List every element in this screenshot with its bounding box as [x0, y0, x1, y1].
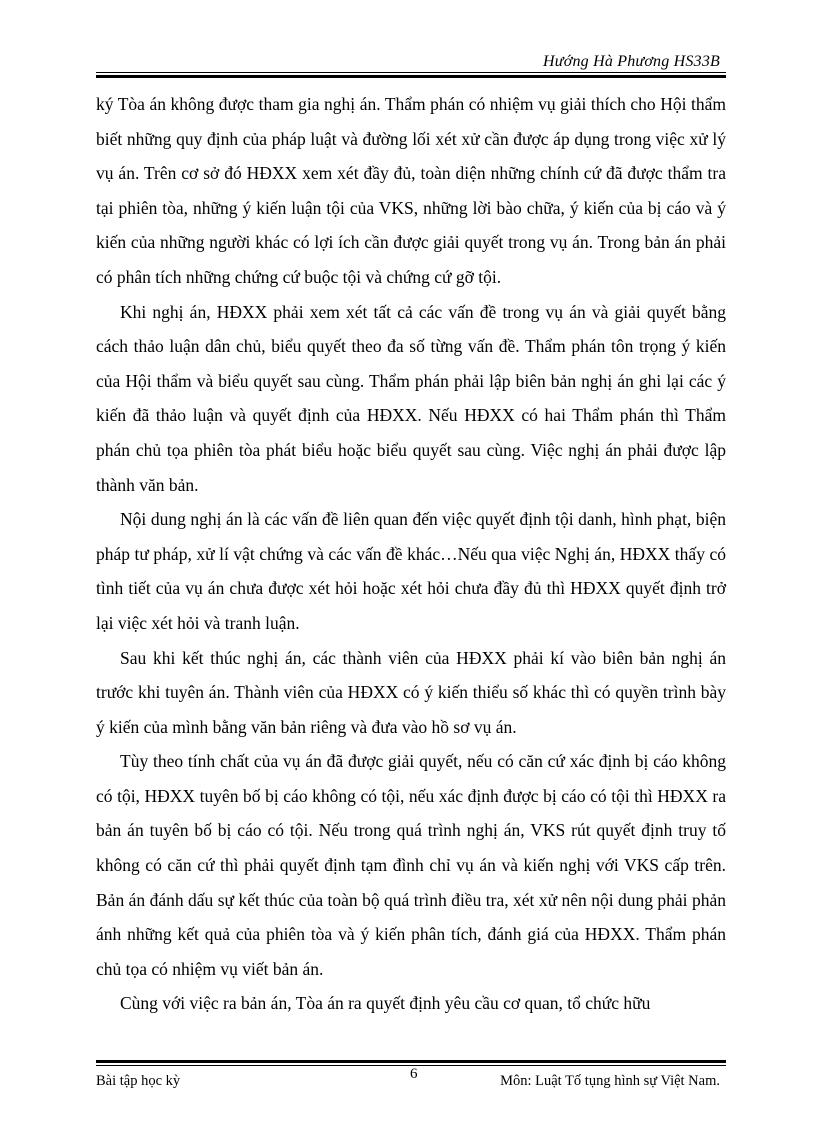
paragraph-1: ký Tòa án không được tham gia nghị án. Thẩm phán có nhiệm vụ giải thích cho Hội thẩm biết những quy định của pháp luật và đường lối xét xử cần được áp dụng trong việc xử lý vụ án. Trên cơ sở đó HĐXX xem xét đầy đủ, toàn diện những chính cứ đã được thẩm tra tại phiên tòa, những ý kiến luận tội của VKS, những lời bào chữa, ý kiến của bị cáo và ý kiến của những người khác có lợi ích cần được giải quyết trong vụ án. Trong bản án phải có phân tích những chứng cứ buộc tội và chứng cứ gỡ tội. [96, 94, 726, 287]
document-body [96, 87, 726, 1021]
footer-subject: Môn: Luật Tố tụng hình sự Việt Nam. [500, 1073, 720, 1089]
page-number: 6 [410, 1066, 418, 1082]
header-rule-thin [96, 72, 726, 73]
paragraph-5: Tùy theo tính chất của vụ án đã được giải quyết, nếu có căn cứ xác định bị cáo không có tội, HĐXX tuyên bố bị cáo không có tội, nếu xác định được bị cáo có tội thì HĐXX ra bản án tuyên bố bị cáo có tội. Nếu trong quá trình nghị án, VKS rút quyết định truy tố không có căn cứ thì phải quyết định tạm đình chỉ vụ án và kiến nghị với VKS cấp trên. Bản án đánh dấu sự kết thúc của toàn bộ quá trình điều tra, xét xử nên nội dung phải phản ánh những kết quả của phiên tòa và ý kiến phân tích, đánh giá của HĐXX. Thẩm phán chủ tọa có nhiệm vụ viết bản án. [96, 751, 726, 979]
paragraph-2: Khi nghị án, HĐXX phải xem xét tất cả các vấn đề trong vụ án và giải quyết bằng cách thảo luận dân chủ, biểu quyết theo đa số từng vấn đề. Thẩm phán tôn trọng ý kiến của Hội thẩm và biểu quyết sau cùng. Thẩm phán phải lập biên bản nghị án ghi lại các ý kiến đã thảo luận và quyết định của HĐXX. Nếu HĐXX có hai Thẩm phán thì Thẩm phán chủ tọa phiên tòa phát biểu hoặc biểu quyết sau cùng. Việc nghị án phải được lập thành văn bản. [96, 301, 726, 495]
header-author: Hướng Hà Phương HS33B [543, 53, 720, 70]
footer-rule-thick [96, 1060, 726, 1063]
header-rule-thick [96, 75, 726, 78]
footer-course-label: Bài tập học kỳ [96, 1073, 181, 1089]
paragraph-4: Sau khi kết thúc nghị án, các thành viên của HĐXX phải kí vào biên bản nghị án trước khi tuyên án. Thành viên của HĐXX có ý kiến thiểu số khác thì có quyền trình bày ý kiến của mình bằng văn bản riêng và đưa vào hồ sơ vụ án. [96, 647, 726, 737]
paragraph-3: Nội dung nghị án là các vấn đề liên quan đến việc quyết định tội danh, hình phạt, biện pháp tư pháp, xử lí vật chứng và các vấn đề khác…Nếu qua việc Nghị án, HĐXX thấy có tình tiết của vụ án chưa được xét hỏi hoặc xét hỏi chưa đầy đủ thì HĐXX quyết định trở lại việc xét hỏi và tranh luận. [96, 509, 726, 633]
paragraph-6: Cùng với việc ra bản án, Tòa án ra quyết định yêu cầu cơ quan, tổ chức hữu [120, 993, 651, 1014]
